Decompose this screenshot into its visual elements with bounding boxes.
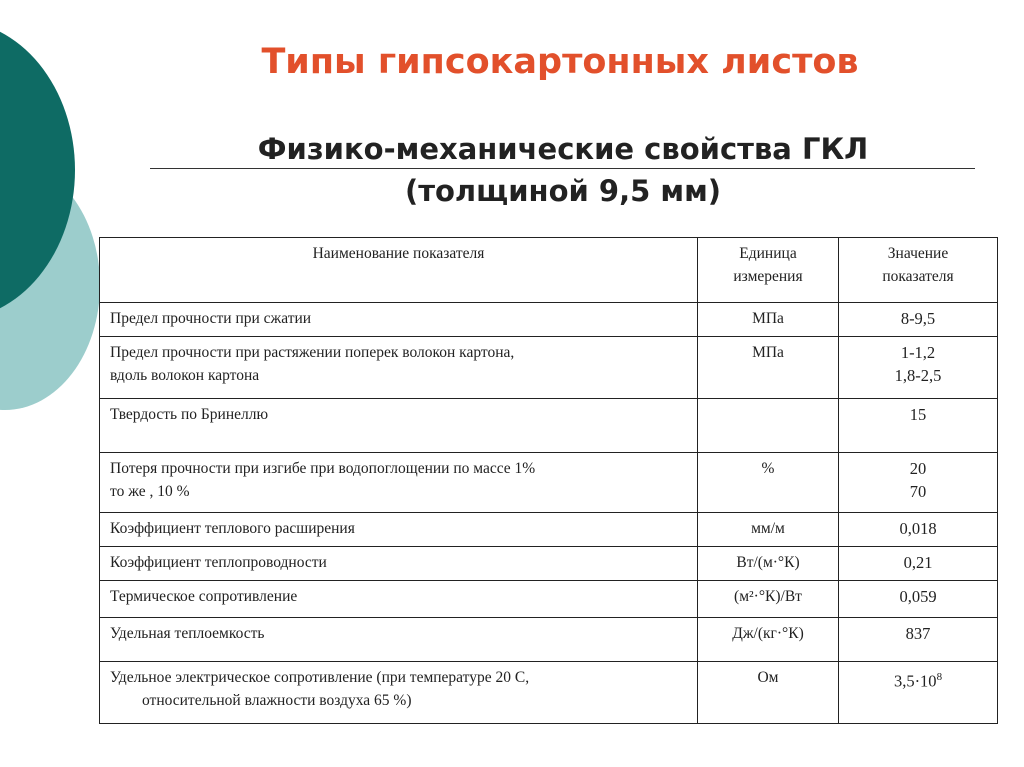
table-row (100, 513, 998, 547)
row-value-line: 20 (909, 459, 927, 478)
row-value-line-2: 1,8-2,5 (894, 366, 942, 385)
table-header-row (100, 238, 998, 303)
row-name-line: Предел прочности при растяжении поперек волокон картона, (110, 344, 515, 361)
row-name-line: Удельное электрическое сопротивление (при температуре 20 С, (110, 669, 530, 686)
header-name: Наименование показателя (100, 238, 698, 303)
row-name-line-2: относительной влажности воздуха 65 %) (142, 692, 412, 709)
subtitle-line-1: Физико-механические свойства ГКЛ (257, 132, 869, 166)
subtitle-underline (150, 168, 975, 169)
row-name-line: Термическое сопротивление (110, 588, 298, 605)
row-name-line: Потеря прочности при изгибе при водопоглощении по массе 1% (110, 460, 536, 477)
row-value: 0,21 (839, 547, 998, 581)
row-value (839, 337, 998, 399)
table-row (100, 303, 998, 337)
table-row (100, 399, 998, 453)
row-unit: % (698, 453, 839, 513)
header-value: Значение показателя (839, 238, 998, 303)
row-name (100, 581, 698, 618)
row-name-line: Предел прочности при сжатии (110, 310, 312, 327)
row-value (839, 662, 998, 724)
row-unit: МПа (698, 337, 839, 399)
row-name (100, 453, 698, 513)
row-name (100, 547, 698, 581)
header-unit: Единица измерения (698, 238, 839, 303)
row-value: 15 (839, 399, 998, 453)
row-value: 8-9,5 (839, 303, 998, 337)
row-value-exponent: 8 (936, 671, 943, 683)
table-row (100, 618, 998, 662)
table-row (100, 453, 998, 513)
table-row (100, 662, 998, 724)
row-name-line-2: то же , 10 % (110, 483, 190, 500)
row-name (100, 513, 698, 547)
row-name (100, 303, 698, 337)
row-unit: мм/м (698, 513, 839, 547)
row-value (839, 453, 998, 513)
table-row (100, 547, 998, 581)
row-value-line-2: 70 (909, 482, 927, 501)
row-name-line: Коэффициент теплового расширения (110, 520, 355, 537)
row-name-line: Коэффициент теплопроводности (110, 554, 327, 571)
row-name (100, 337, 698, 399)
row-value: 837 (839, 618, 998, 662)
row-value-base: 3,5·10 (893, 671, 937, 691)
row-value: 0,059 (839, 581, 998, 618)
row-name-line: Удельная теплоемкость (110, 625, 265, 642)
row-unit: МПа (698, 303, 839, 337)
row-unit: Дж/(кг·°К) (698, 618, 839, 662)
table-row (100, 581, 998, 618)
row-name-line: Твердость по Бринеллю (110, 406, 269, 423)
row-name (100, 618, 698, 662)
subtitle-line-2: (толщиной 9,5 мм) (404, 174, 722, 208)
row-name-line-2: вдоль волокон картона (110, 367, 260, 384)
row-unit: Ом (698, 662, 839, 724)
row-value-line: 1-1,2 (900, 343, 936, 362)
row-name (100, 399, 698, 453)
row-name (100, 662, 698, 724)
row-unit: Вт/(м·°К) (698, 547, 839, 581)
properties-table (99, 237, 998, 724)
page-title: Типы гипсокартонных листов (261, 42, 859, 82)
table-row (100, 337, 998, 399)
subtitle (150, 128, 976, 212)
row-value: 0,018 (839, 513, 998, 547)
row-unit: (м²·°К)/Вт (698, 581, 839, 618)
row-unit (698, 399, 839, 453)
